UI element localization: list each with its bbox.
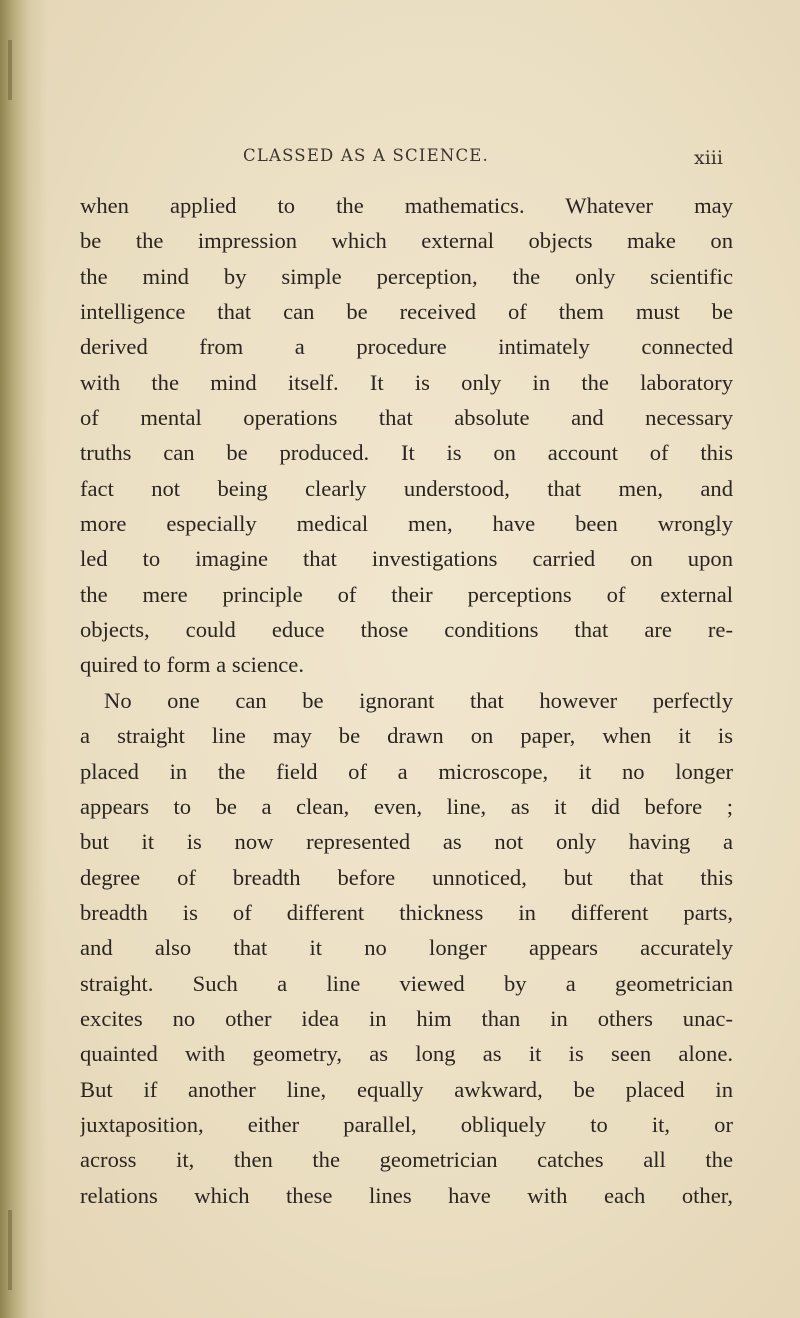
text-line: degree of breadth before unnoticed, but that this xyxy=(80,864,733,890)
text-line: But if another line, equally awkward, be placed in xyxy=(80,1076,733,1102)
paragraph-last-line: quired to form a science. xyxy=(80,652,304,678)
text-line: straight. Such a line viewed by a geometrician xyxy=(80,970,733,996)
text-line: fact not being clearly understood, that men, and xyxy=(80,475,733,501)
text-line: but it is now represented as not only having a xyxy=(80,829,733,855)
text-line: with the mind itself. It is only in the laboratory xyxy=(80,369,733,395)
text-line: led to imagine that investigations carried on upon xyxy=(80,546,733,572)
text-line: be the impression which external objects make on xyxy=(80,228,733,254)
binding-gutter xyxy=(0,0,48,1318)
text-line: placed in the field of a microscope, it no longer xyxy=(80,758,733,784)
gutter-mark xyxy=(8,40,12,100)
paragraph-first-line: No one can be ignorant that however perfectly xyxy=(104,687,733,713)
running-head xyxy=(0,146,800,176)
text-line: juxtaposition, either parallel, obliquely to it, or xyxy=(80,1111,733,1137)
text-line: appears to be a clean, even, line, as it did before ; xyxy=(80,793,733,819)
running-title: CLASSED AS A SCIENCE. xyxy=(243,146,490,165)
text-line: a straight line may be drawn on paper, when it is xyxy=(80,723,733,749)
text-line: quainted with geometry, as long as it is seen alone. xyxy=(80,1041,733,1067)
page-number: xiii xyxy=(694,147,723,169)
body-text xyxy=(80,188,733,1213)
text-line: excites no other idea in him than in others unac- xyxy=(80,1005,733,1031)
text-line: intelligence that can be received of them must be xyxy=(80,299,733,325)
text-line: more especially medical men, have been wrongly xyxy=(80,511,733,537)
text-line: across it, then the geometrician catches all the xyxy=(80,1147,733,1173)
text-line: and also that it no longer appears accurately xyxy=(80,935,733,961)
text-line: the mind by simple perception, the only scientific xyxy=(80,263,733,289)
text-line: when applied to the mathematics. Whatever may xyxy=(80,193,733,218)
text-line: relations which these lines have with each other, xyxy=(80,1182,733,1208)
text-line: derived from a procedure intimately connected xyxy=(80,334,733,360)
text-line: the mere principle of their perceptions of external xyxy=(80,581,733,607)
gutter-mark xyxy=(8,1210,12,1290)
text-line: objects, could educe those conditions that are re- xyxy=(80,617,733,643)
text-line: truths can be produced. It is on account of this xyxy=(80,440,733,466)
text-line: of mental operations that absolute and necessary xyxy=(80,405,733,431)
text-line: breadth is of different thickness in different parts, xyxy=(80,899,733,925)
